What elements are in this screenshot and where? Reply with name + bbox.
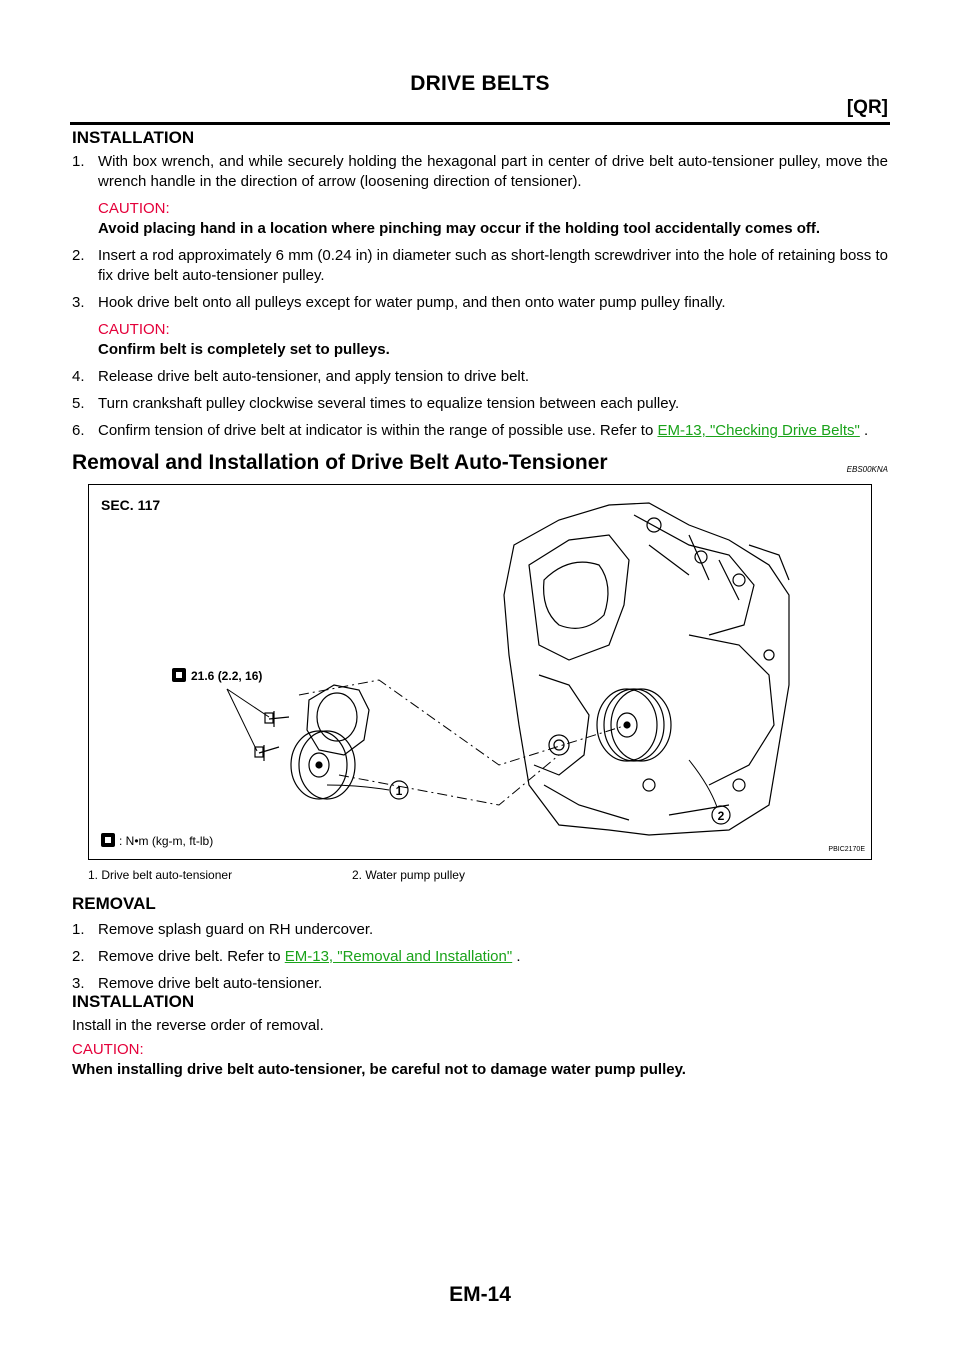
step-text: Hook drive belt onto all pulleys except for water pump, and then onto water pump pulley finally. (98, 294, 726, 311)
step-text-lead: Confirm tension of drive belt at indicator is within the range of possible use. Refer to (98, 422, 658, 439)
header-rule (70, 122, 890, 125)
torque-wrench-icon (172, 668, 186, 682)
step-text: Turn crankshaft pulley clockwise several times to equalize tension between each pulley. (98, 395, 680, 412)
engine-illustration (89, 485, 873, 861)
page-title: DRIVE BELTS (410, 72, 550, 95)
section-number: SEC. 117 (101, 497, 161, 513)
caution-block (72, 1040, 686, 1080)
removal-step-2 (72, 947, 888, 967)
figure-code: PBIC2170E (828, 846, 865, 853)
step-number: 2. (72, 247, 85, 264)
step-number: 3. (72, 294, 85, 311)
step-text: With box wrench, and while securely holding the hexagonal part in center of drive belt auto-tensioner pulley, move the wrench handle in the direction of arrow (loosening direction of tensioner). (98, 153, 888, 190)
step-number: 6. (72, 422, 85, 439)
step-number: 2. (72, 948, 85, 965)
removal-and-installation-link[interactable]: EM-13, "Removal and Installation" (284, 948, 513, 965)
step-text: Insert a rod approximately 6 mm (0.24 in) in diameter such as short-length screwdriver into the hole of retaining boss to fix drive belt auto-tensioner pulley. (98, 247, 888, 284)
installation-step-2 (72, 246, 888, 286)
installation-step-4 (72, 367, 888, 387)
installation-step-6 (72, 421, 888, 441)
torque-leader-lines (227, 689, 269, 751)
step-text-suffix: . (512, 948, 521, 965)
removal-steps (72, 920, 888, 1001)
caution-text: When installing drive belt auto-tensioner, be careful not to damage water pump pulley. (72, 1061, 686, 1078)
legend-item-2: 2. Water pump pulley (352, 868, 465, 882)
installation-step-1 (72, 152, 888, 192)
torque-units: : N•m (kg-m, ft-lb) (119, 834, 214, 848)
water-pump-pulley (597, 689, 671, 761)
installation-heading: INSTALLATION (72, 128, 195, 147)
callout-circle-2 (712, 806, 730, 824)
caution-block (98, 199, 888, 239)
step-number: 3. (72, 975, 85, 992)
callout-number: 1 (395, 784, 403, 798)
step-number: 4. (72, 368, 85, 385)
installation-steps (72, 152, 888, 448)
step-text (98, 421, 888, 441)
step-text: Remove splash guard on RH undercover. (98, 921, 374, 938)
figure-legend (88, 868, 465, 882)
step-text: Release drive belt auto-tensioner, and apply tension to drive belt. (98, 368, 530, 385)
checking-drive-belts-link[interactable]: EM-13, "Checking Drive Belts" (657, 422, 860, 439)
auto-tensioner (255, 685, 369, 799)
engine-code: [QR] (846, 97, 888, 118)
caution-text: Confirm belt is completely set to pulleys. (98, 341, 390, 358)
step-number: 1. (72, 153, 85, 170)
step-text-suffix: . (859, 422, 869, 439)
torque-value: 21.6 (2.2, 16) (191, 669, 263, 683)
step-text (98, 947, 888, 967)
callout-number: 2 (717, 809, 725, 823)
engine-figure (88, 484, 872, 860)
removal-step-1 (72, 920, 888, 940)
removal-heading: REMOVAL (72, 894, 156, 913)
torque-wrench-icon (101, 833, 115, 847)
step-number: 1. (72, 921, 85, 938)
step-number: 5. (72, 395, 85, 412)
step-text-lead: Remove drive belt. Refer to (98, 948, 285, 965)
caution-block (98, 320, 888, 360)
section-title: Removal and Installation of Drive Belt Auto-Tensioner (72, 451, 608, 474)
removal-step-3 (72, 974, 888, 994)
caution-text: Avoid placing hand in a location where pinching may occur if the holding tool accidentally comes off. (98, 220, 821, 237)
caution-label: CAUTION: (98, 321, 170, 338)
legend-item-1: 1. Drive belt auto-tensioner (88, 868, 233, 882)
section-reference-code: EBS00KNA (846, 465, 888, 474)
installation-step-5 (72, 394, 888, 414)
installation-step-3 (72, 293, 888, 313)
step-text: Remove drive belt auto-tensioner. (98, 975, 323, 992)
caution-label: CAUTION: (72, 1041, 144, 1058)
callout-circle-1 (390, 781, 408, 799)
page-number: EM-14 (449, 1283, 511, 1306)
engine-block (504, 503, 789, 835)
caution-label: CAUTION: (98, 200, 170, 217)
installation-heading-2: INSTALLATION (72, 992, 195, 1011)
installation-text: Install in the reverse order of removal. (72, 1017, 324, 1034)
